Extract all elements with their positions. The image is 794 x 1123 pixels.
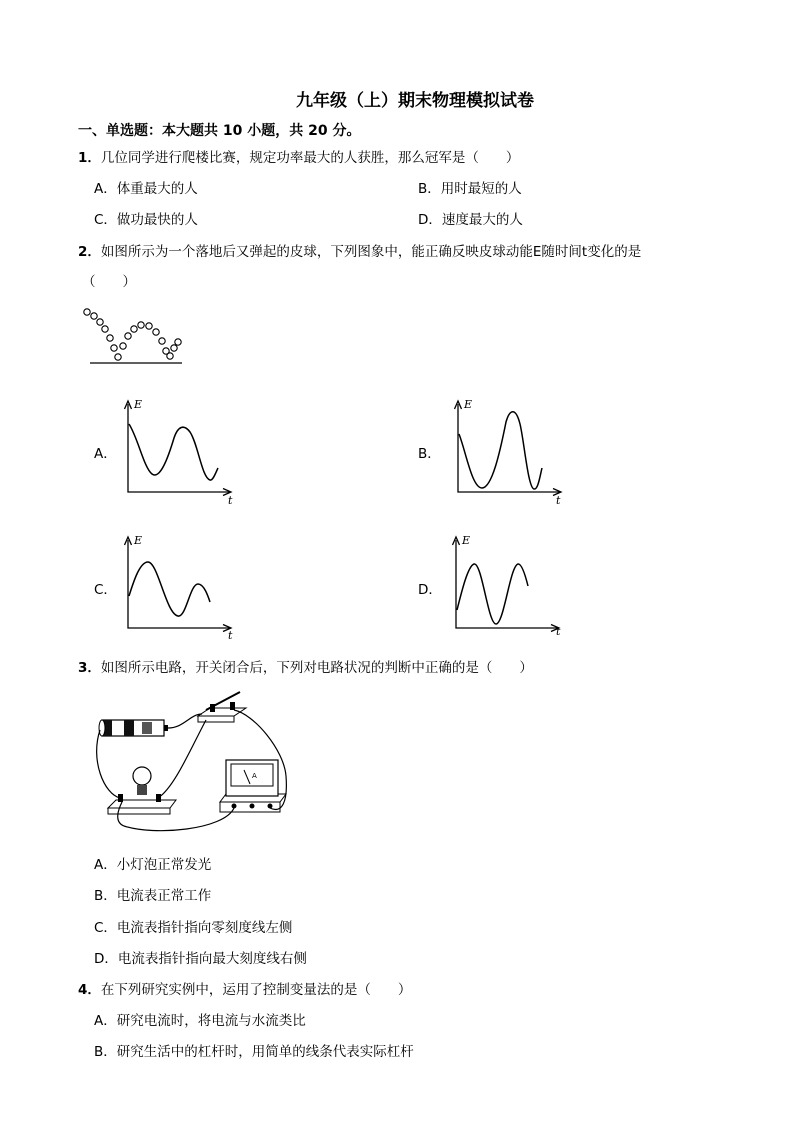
q2-graph-d (448, 532, 573, 644)
q3-option-b: B．电流表正常工作 (94, 888, 212, 904)
graph-a-x-label: t (228, 494, 233, 507)
question-1 (78, 146, 519, 166)
q1-option-a: A．体重最大的人 (94, 181, 198, 197)
question-4-number: 4． (78, 982, 101, 998)
question-3-stem: 如图所示电路，开关闭合后，下列对电路状况的判断中正确的是（ ） (100, 660, 533, 676)
q4-option-a: A．研究电流时，将电流与水流类比 (94, 1013, 306, 1029)
graph-d-x-label: t (556, 625, 561, 638)
circuit-figure (94, 690, 294, 840)
question-4-stem: 在下列研究实例中，运用了控制变量法的是（ ） (100, 982, 412, 998)
q2-graph-b (450, 396, 575, 508)
question-4 (78, 978, 411, 998)
graph-c-x-label: t (228, 629, 233, 642)
graph-b-x-label: t (556, 494, 561, 507)
bouncing-ball-figure (78, 304, 193, 368)
q2-graph-c (120, 532, 245, 644)
question-2-stem: 如图所示为一个落地后又弹起的皮球，下列图象中，能正确反映皮球动能E随时间t变化的是 (100, 244, 642, 260)
graph-a-y-label: E (134, 398, 143, 411)
section-heading: 一、单选题：本大题共 10 小题，共 20 分。 (78, 123, 361, 139)
q2-graph-a (120, 396, 245, 508)
switch-icon (198, 692, 246, 722)
q3-option-d: D．电流表指针指向最大刻度线右侧 (94, 951, 307, 967)
q4-option-b: B．研究生活中的杠杆时，用简单的线条代表实际杠杆 (94, 1044, 414, 1060)
q2-option-d-label: D． (418, 582, 442, 598)
question-3 (78, 656, 533, 676)
q3-option-a: A．小灯泡正常发光 (94, 857, 212, 873)
graph-d-y-label: E (462, 534, 471, 547)
ammeter-label: A (252, 772, 257, 780)
graph-b-y-label: E (464, 398, 473, 411)
question-3-number: 3． (78, 660, 101, 676)
question-2-number: 2． (78, 244, 101, 260)
q1-option-d: D．速度最大的人 (418, 212, 523, 228)
ammeter-icon (220, 760, 286, 812)
q2-option-c-label: C． (94, 582, 117, 598)
q3-option-c: C．电流表指针指向零刻度线左侧 (94, 920, 293, 936)
page-title: 九年级（上）期末物理模拟试卷 (296, 91, 534, 111)
question-2 (78, 240, 641, 260)
question-1-number: 1． (78, 150, 101, 166)
q2-option-a-label: A． (94, 446, 117, 462)
q2-option-b-label: B． (418, 446, 441, 462)
battery-icon (99, 720, 168, 736)
question-1-stem: 几位同学进行爬楼比赛，规定功率最大的人获胜，那么冠军是（ ） (100, 150, 520, 166)
question-2-stem-continued: （ ） (82, 274, 136, 290)
q1-option-c: C．做功最快的人 (94, 212, 198, 228)
graph-c-y-label: E (134, 534, 143, 547)
q1-option-b: B．用时最短的人 (418, 181, 522, 197)
